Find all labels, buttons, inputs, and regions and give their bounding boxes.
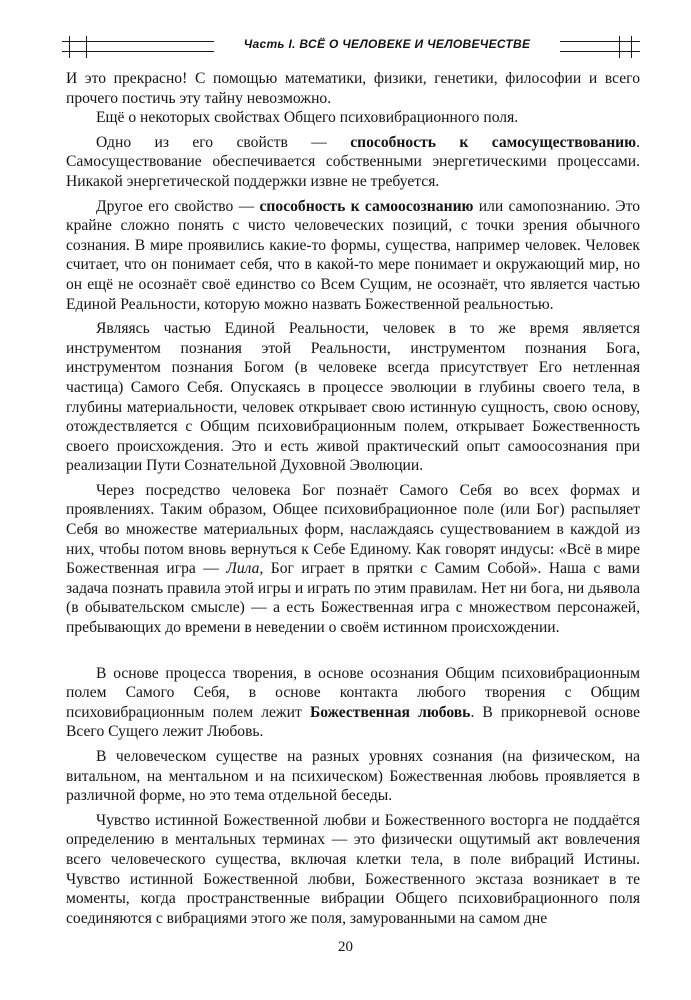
text-run: . В прикорневой основе Всего Сущего лежит Любовь. [66, 703, 640, 741]
paragraph [66, 811, 640, 929]
text-run: И это прекрасно! С помощью математики, физики, генетики, философии и всего прочего постичь эту тайну невозможно. [66, 70, 640, 107]
bold-term: Божественная любовь [309, 703, 471, 721]
bold-term: способность к самоосознанию [259, 197, 474, 215]
paragraph [66, 108, 640, 128]
paragraph [66, 319, 640, 476]
header-ornament-left [86, 36, 87, 58]
body-text [66, 69, 640, 928]
text-run: , Бог играет в прятки с Самим Собой». Наша с вами задача познать правила этой игры и играть по этим правилам. Нет ни бога, ни дьявола (в обывательском смысле) — а есть Божественная игра с множеством персонажей, пребывающих до времени в неведении о своём истинном происхождении. [66, 560, 640, 637]
text-run: Одно из его свойств — [96, 133, 351, 151]
paragraph [66, 69, 640, 108]
paragraph [66, 197, 640, 315]
header-ornament-left [69, 36, 70, 58]
text-run: Чувство истинной Божественной любви и Божественного восторга не поддаётся определению в ментальных терминах — это физически ощутимый акт вовлечения всего человеческого существа, включая клетки тела, в поле вибраций Истины. Чувство истинной Божественной любви, Божественного экстаза возникает в те моменты, когда пространственные вибрации Общего психовибрационного поля соединяются с вибрациями этого же поля, замурованными на самом дне [66, 811, 640, 927]
header-ornament-right [619, 36, 620, 58]
running-header-title: Часть I. ВСЁ О ЧЕЛОВЕКЕ И ЧЕЛОВЕЧЕСТВЕ [214, 35, 560, 54]
bold-term: способность к самосуществованию [350, 133, 637, 151]
header-ornament-right [631, 36, 632, 58]
text-run: или самопознанию. Это крайне сложно понять с чисто человеческих позиций, с точки зрения обычного сознания. В мире проявились какие-то формы, существа, например человек. Человек считает, что он понимает себя, что в какой-то мере понимает и окружающий мир, но он ещё не осознаёт своё единство со Всем Сущим, не осознаёт, что является частью Единой Реальности, которую можно назвать Божественной реальностью. [66, 197, 640, 313]
text-run: В человеческом существе на разных уровнях сознания (на физическом, на витальном, на ментальном и на психическом) Божественная любовь проявляется в различной форме, но это тема отдельной беседы. [66, 748, 640, 805]
paragraph [66, 664, 640, 742]
text-run: Через посредство человека Бог познаёт Самого Себя во всех формах и проявлениях. Таким образом, Общее психовибрационное поле (или Бог) распыляет Себя во множестве материальных форм, наслаждаясь существованием в каждой из них, чтобы потом вновь вернуться к Себе Единому. Как говорят индусы: «Всё в мире Божественная игра — [66, 481, 640, 578]
text-run: . Самосуществование обеспечивается собственными энергетическими процессами. Никакой энергетической поддержки извне не требуется. [66, 133, 640, 190]
italic-term: Лила [226, 560, 260, 578]
text-run: Другое его свойство — [96, 197, 260, 215]
paragraph [66, 133, 640, 192]
text-run: В основе процесса творения, в основе осознания Общим психовибрационным полем Самого Себя, в основе контакта любого творения с Общим психовибрационным полем лежит [66, 664, 640, 721]
text-run: Являясь частью Единой Реальности, человек в то же время является инструментом познания этой Реальности, инструментом познания Бога, инструментом познания Богом (в человеке всегда присутствует Его нетленная частица) Самого Себя. Опускаясь в процессе эволюции в глубины своего тела, в глубины материальности, человек открывает свою истинную сущность, свою основу, отождествляется с Общим психовибрационным полем, открывает Божественность своего происхождения. Это и есть живой практический опыт самоосознания при реализации Пути Сознательной Духовной Эволюции. [66, 320, 640, 475]
paragraph [66, 481, 640, 638]
text-run: Ещё о некоторых свойствах Общего психовибрационного поля. [96, 109, 519, 127]
page-number: 20 [338, 939, 353, 955]
running-header [62, 36, 640, 54]
paragraph [66, 747, 640, 806]
